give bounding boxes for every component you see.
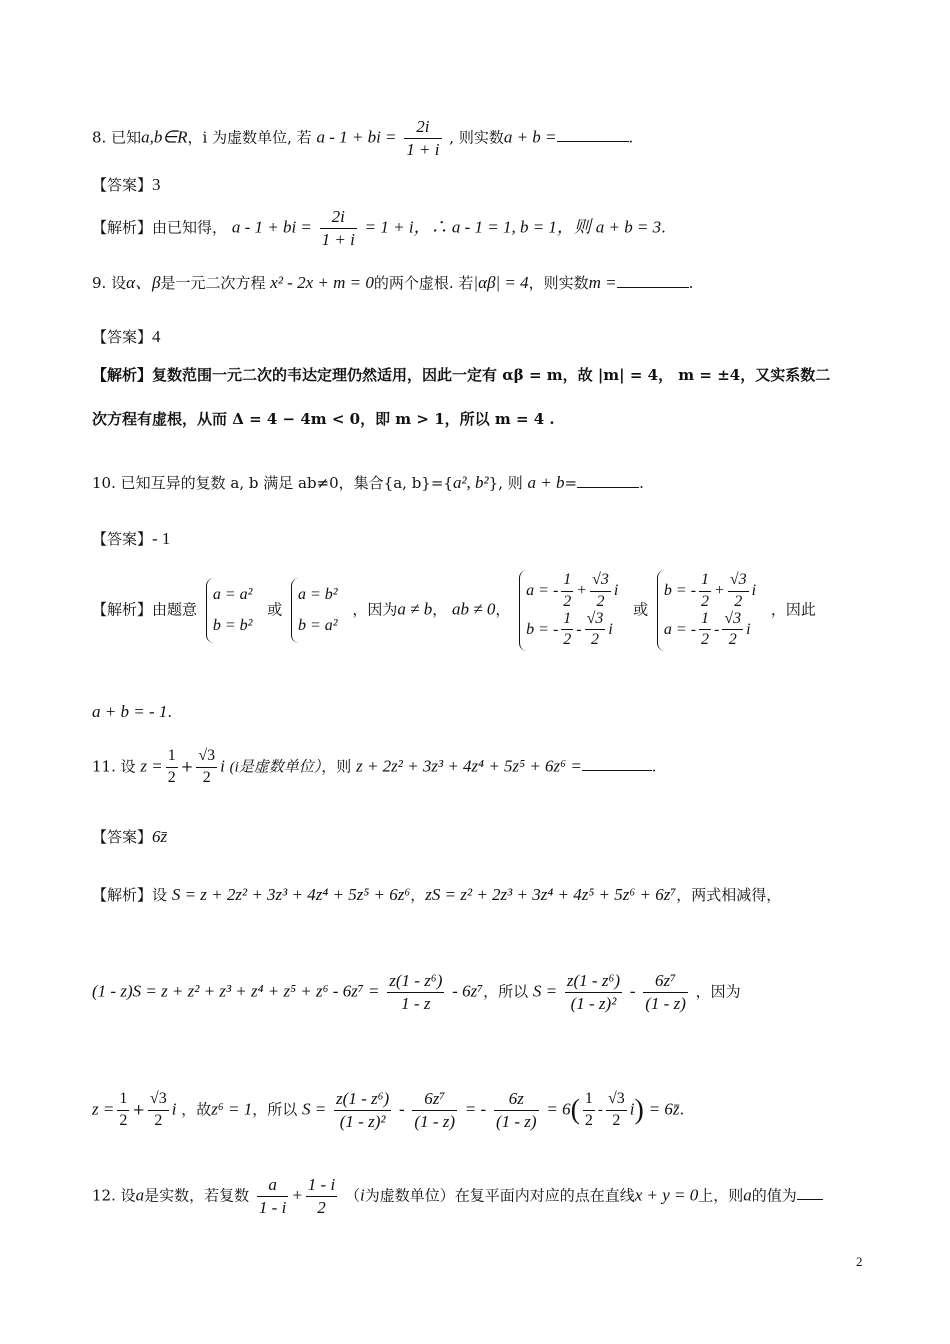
q9-stem: 9. 设α、β是一元二次方程 x² - 2x + m = 0的两个虚根. 若|αβ| = 4，则实数m = . <box>92 273 694 292</box>
answer-blank <box>582 770 652 771</box>
answer-blank <box>557 141 629 142</box>
q11-analysis-line1: 【解析】设 S = z + 2z² + 3z³ + 4z⁴ + 5z⁵ + 6z⁶，zS = z² + 2z³ + 3z⁴ + 4z⁵ + 5z⁶ + 6z⁷，两式相减得， <box>92 885 782 904</box>
system-1: a = a² b = b² <box>206 578 259 643</box>
q9-answer: 【答案】4 <box>92 327 161 346</box>
q10-analysis: 【解析】由题意 a = a² b = b² 或 a = b² b = a² ，因为a ≠ b， ab ≠ 0， a = - $\frac{1}{2}$ + $\frac{√3}{2}$ i b = - $\frac{1}{2}$ - $\frac{√3}{2}$ i 或 b = - $\frac{1}{2}$ + $\frac{√3}{2}$ i a = - $\frac{1}{2}$ - $\frac{√3}{2}$ i ，因此 <box>92 570 816 651</box>
q11-analysis-line3: z = $\frac{1}{2}$ + $\frac{√3}{2}$ i ，故z⁶ = 1，所以 S = $\frac{\text{z(1 - z⁶)}}{\text{(1 - z)²}}$ - $\frac{\text{6z⁷}}{(1 - z)}$ = - $\frac{6z}{(1 - z)}$ = 6( $\frac{1}{2}$ - $\frac{√3}{2}$ i) = 6z̄. <box>92 1089 685 1131</box>
answer-blank <box>797 1199 823 1200</box>
q11-analysis-line2: (1 - z)S = z + z² + z³ + z⁴ + z⁵ + z⁶ - 6z⁷ = $\frac{\text{z(1 - z⁶)}}{1 - z}$ - 6z⁷，所以 S = $\frac{\text{z(1 - z⁶)}}{\text{(1 - z)²}}$ - $\frac{\text{6z⁷}}{(1 - z)}$ ，因为 <box>92 971 741 1013</box>
q8-fraction: $\frac{2i}{1 + i}$ <box>406 117 440 159</box>
system-4: b = - $\frac{1}{2}$ + $\frac{√3}{2}$ i a = - $\frac{1}{2}$ - $\frac{√3}{2}$ i <box>657 570 762 651</box>
system-3: a = - $\frac{1}{2}$ + $\frac{√3}{2}$ i b = - $\frac{1}{2}$ - $\frac{√3}{2}$ i <box>519 570 624 651</box>
q9-analysis-line2: 次方程有虚根，从而 Δ = 4 − 4m < 0，即 m > 1，所以 m = 4 . <box>92 410 555 428</box>
q10-answer: 【答案】- 1 <box>92 529 171 548</box>
q9-analysis-line1: 【解析】复数范围一元二次的韦达定理仍然适用，因此一定有 αβ = m，故 |m| = 4， m = ±4，又实系数二 <box>92 366 831 384</box>
q11-stem: 11. 设 z = $\frac{1}{2}$ + $\frac{√3}{2}$ i (i是虚数单位），则 z + 2z² + 3z³ + 4z⁴ + 5z⁵ + 6z⁶ = . <box>92 747 657 786</box>
q10-stem: 10. 已知互异的复数 a, b 满足 ab≠0，集合{a, b}={a², b²}, 则 a + b= . <box>92 473 644 492</box>
q8-analysis: 【解析】由已知得， a - 1 + bi = $\frac{2i}{1 + i}$ = 1 + i，∴ a - 1 = 1, b = 1，则 a + b = 3. <box>92 207 666 249</box>
answer-blank <box>577 487 639 488</box>
q11-answer: 【答案】6z̄ <box>92 827 168 846</box>
answer-blank <box>617 287 689 288</box>
q10-result: a + b = - 1. <box>92 702 173 721</box>
system-2: a = b² b = a² <box>291 578 344 643</box>
q8-stem: 8. 已知a,b∈R，i 为虚数单位, 若 a - 1 + bi = $\frac{2i}{1 + i}$ , 则实数a + b = . <box>92 117 634 159</box>
q12-stem: 12. 设a是实数，若复数 $\frac{a}{1 - i}$ + $\frac{1 - i}{2}$ （i为虚数单位）在复平面内对应的点在直线x + y = 0上，则a的值为 <box>92 1176 823 1217</box>
q8-answer: 【答案】3 <box>92 175 161 194</box>
page-number: 2 <box>856 1254 863 1269</box>
